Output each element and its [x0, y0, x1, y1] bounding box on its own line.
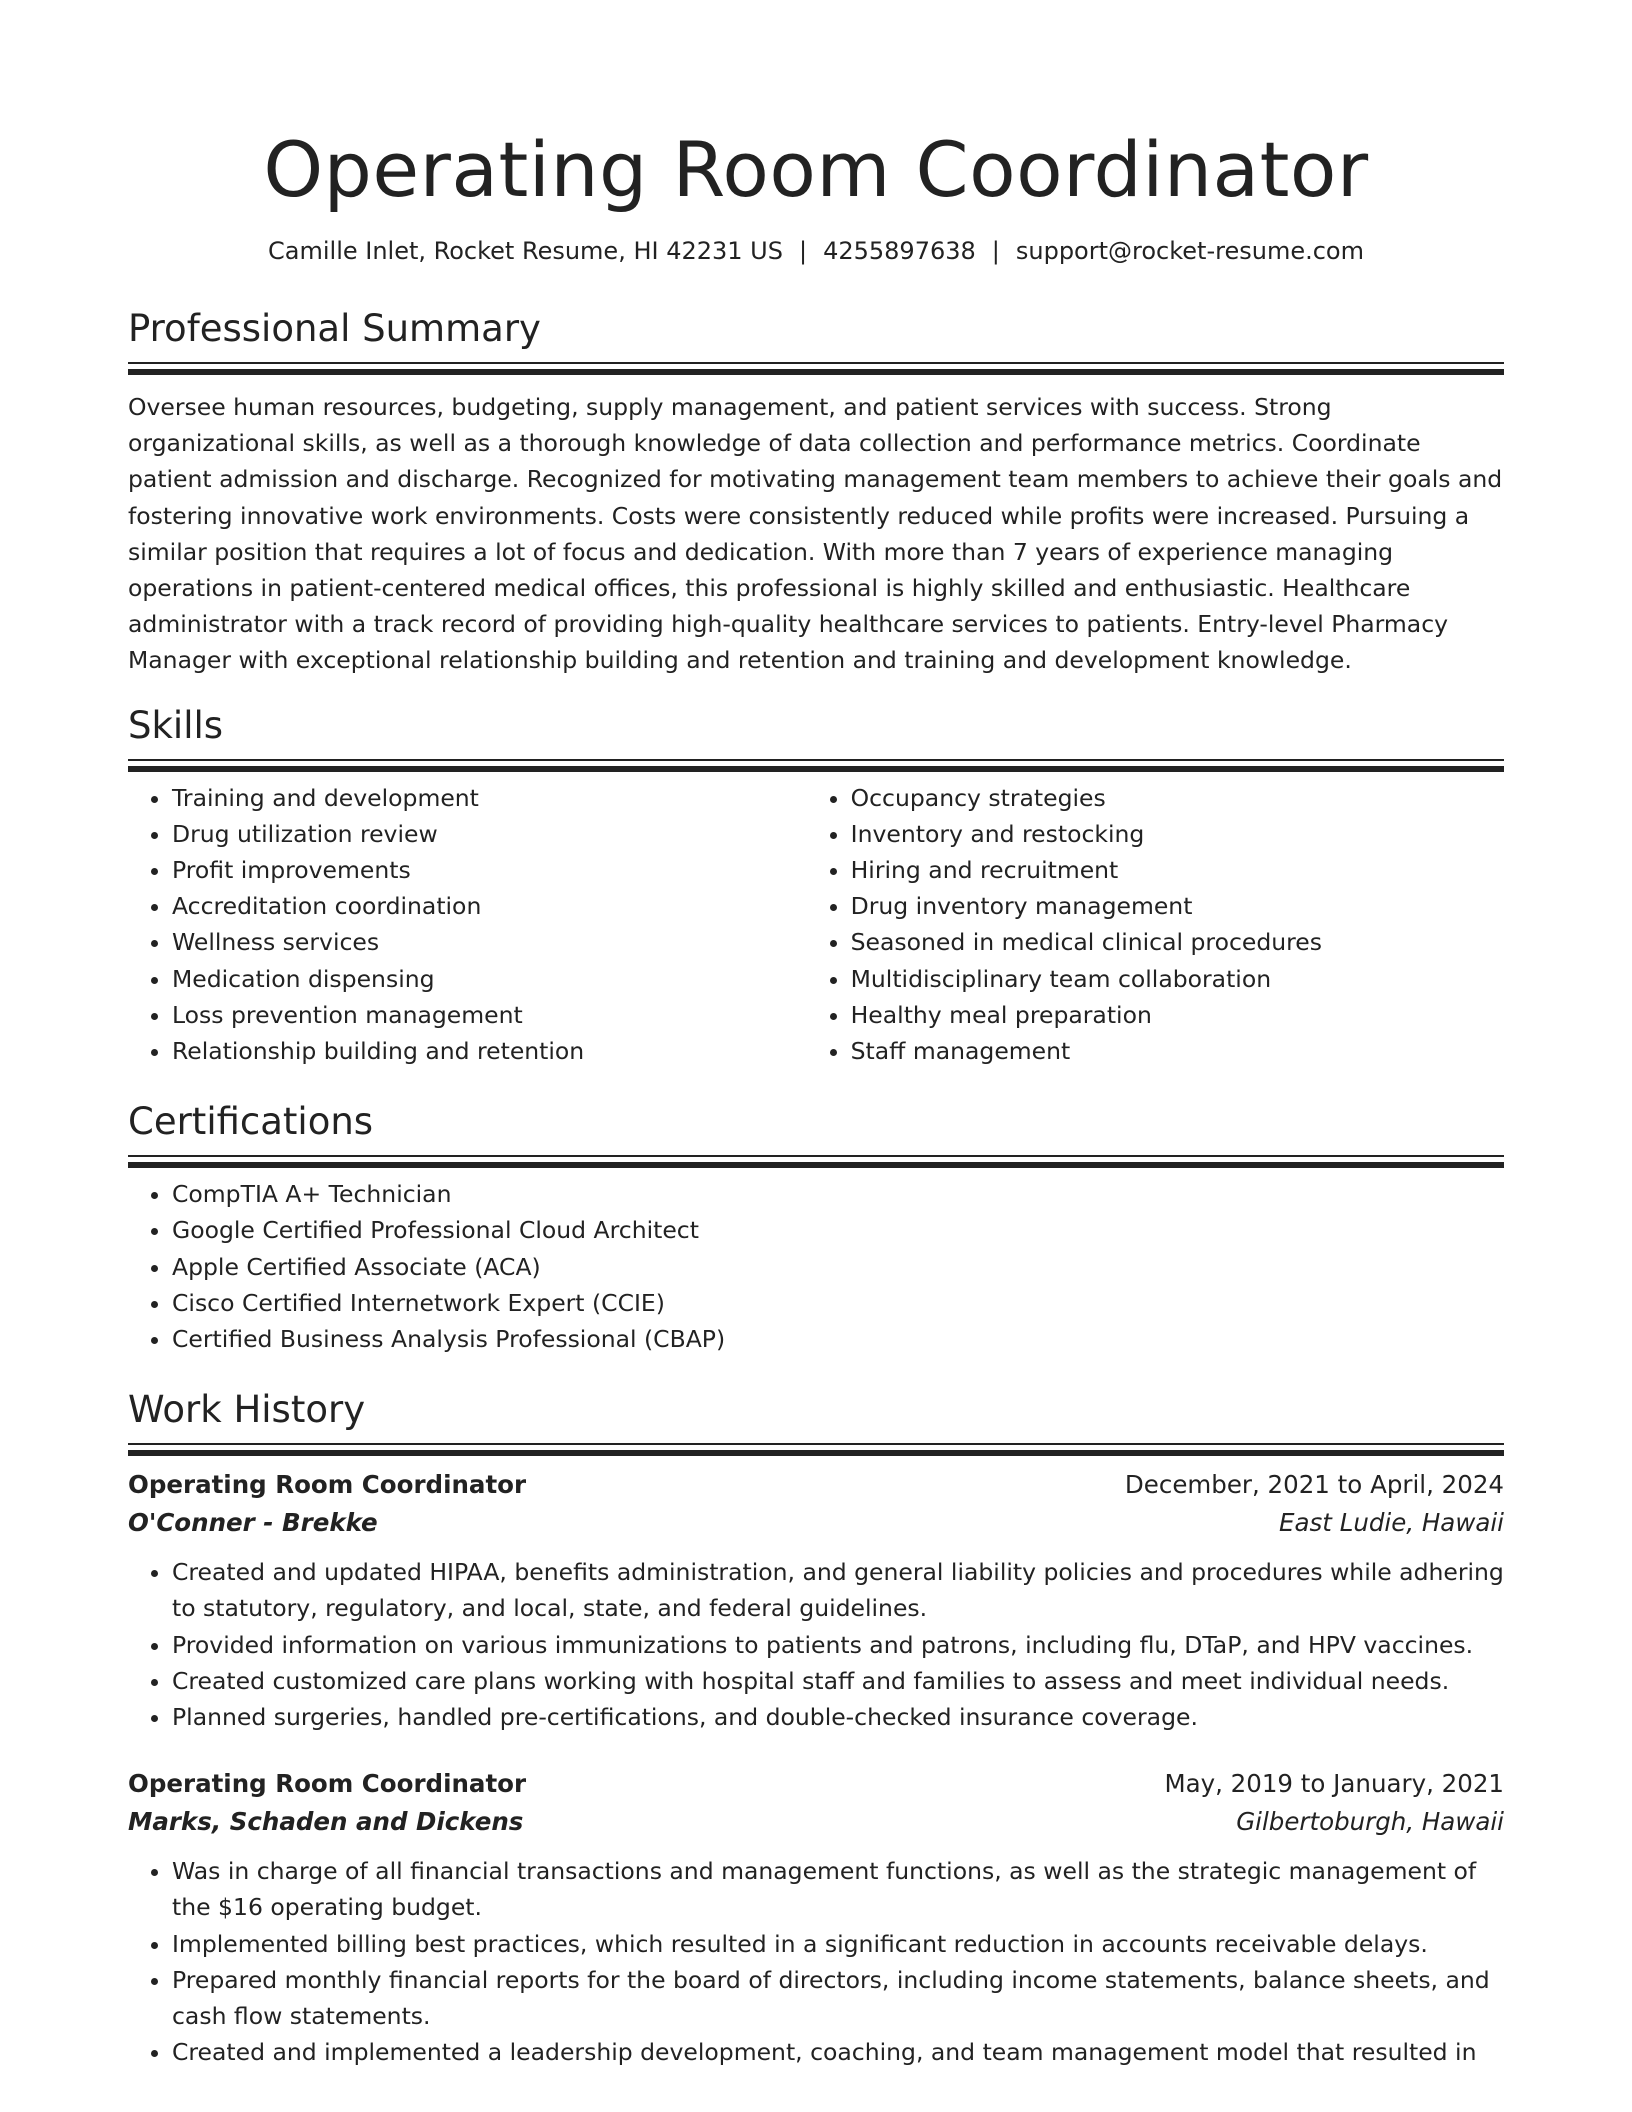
- job-bullet: • Was in charge of all financial transactions and management functions, as well as the strategic management of the $16 operating budget.: [172, 1853, 1504, 1925]
- certification-item: • Cisco Certified Internetwork Expert (CCIE): [172, 1285, 1504, 1321]
- section-divider: [128, 362, 1504, 369]
- certification-item: • Apple Certified Associate (ACA): [172, 1249, 1504, 1285]
- skills-grid: [128, 780, 1504, 1070]
- job-dates: May, 2019 to January, 2021: [1164, 1769, 1504, 1799]
- job-bullet-list: [128, 1554, 1504, 1735]
- job-bullet: • Created and implemented a leadership development, coaching, and team management model that resulted in: [172, 2034, 1504, 2070]
- contact-separator: |: [991, 237, 1000, 265]
- certification-item: • CompTIA A+ Technician: [172, 1176, 1504, 1212]
- skill-item: • Seasoned in medical clinical procedures: [851, 924, 1504, 960]
- skill-item: • Profit improvements: [172, 852, 807, 888]
- job-subheader-row: [128, 1803, 1504, 1841]
- certifications-section: [128, 1097, 1504, 1357]
- skill-item: • Medication dispensing: [172, 961, 807, 997]
- skill-item: • Occupancy strategies: [851, 780, 1504, 816]
- contact-address: Camille Inlet, Rocket Resume, HI 42231 US: [268, 237, 783, 265]
- skill-item: • Accreditation coordination: [172, 888, 807, 924]
- job-bullet: • Prepared monthly financial reports for the board of directors, including income statements, balance sheets, and cash flow statements.: [172, 1962, 1504, 2034]
- contact-phone: 4255897638: [823, 237, 976, 265]
- certification-item: • Certified Business Analysis Professional (CBAP): [172, 1321, 1504, 1357]
- job-company: Marks, Schaden and Dickens: [128, 1807, 524, 1837]
- skills-list-left: [128, 780, 807, 1070]
- skill-item: • Hiring and recruitment: [851, 852, 1504, 888]
- section-divider: [128, 1443, 1504, 1450]
- job-bullet-list: [128, 1853, 1504, 2070]
- certification-item: • Google Certified Professional Cloud Architect: [172, 1212, 1504, 1248]
- job-dates: December, 2021 to April, 2024: [1124, 1470, 1504, 1500]
- resume-name: Operating Room Coordinator: [263, 125, 1369, 214]
- section-divider: [128, 1155, 1504, 1162]
- skill-item: • Wellness services: [172, 924, 807, 960]
- job-header-row: [128, 1765, 1504, 1803]
- skills-list-right: [807, 780, 1504, 1070]
- skill-item: • Drug utilization review: [172, 816, 807, 852]
- job-entry: [128, 1765, 1504, 2070]
- job-location: Gilbertoburgh, Hawaii: [1236, 1807, 1504, 1837]
- skill-item: • Training and development: [172, 780, 807, 816]
- skill-item: • Loss prevention management: [172, 997, 807, 1033]
- job-bullet: • Created customized care plans working with hospital staff and families to assess and meet individual needs.: [172, 1663, 1504, 1699]
- summary-section: [128, 304, 1504, 679]
- skill-item: • Drug inventory management: [851, 888, 1504, 924]
- section-title-certifications: Certifications: [128, 1100, 374, 1144]
- job-bullet: • Provided information on various immunizations to patients and patrons, including flu, DTaP, and HPV vaccines.: [172, 1627, 1504, 1663]
- job-bullet: • Planned surgeries, handled pre-certifications, and double-checked insurance coverage.: [172, 1699, 1504, 1735]
- section-title-skills: Skills: [128, 703, 224, 747]
- work-history-section: [128, 1385, 1504, 2070]
- summary-text: Oversee human resources, budgeting, supply management, and patient services with success. Strong organizational skills, as well as a thorough knowledge of data collection and performance metrics. Coordinate patient admission and discharge. Recognized for motivating management team members to achieve their goals and fostering innovative work environments. Costs were consistently reduced while profits were increased. Pursuing a similar position that requires a lot of focus and dedication. With more than 7 years of experience managing operations in patient-centered medical offices, this professional is highly skilled and enthusiastic. Healthcare administrator with a track record of providing high-quality healthcare services to patients. Entry-level Pharmacy Manager with exceptional relationship building and retention and training and development knowledge.: [128, 393, 1503, 675]
- job-bullet: • Implemented billing best practices, which resulted in a significant reduction in accounts receivable delays.: [172, 1926, 1504, 1962]
- resume-page: [128, 0, 1504, 2071]
- section-title-work-history: Work History: [128, 1388, 366, 1432]
- section-divider: [128, 759, 1504, 766]
- contact-line: [128, 234, 1504, 268]
- section-title-summary: Professional Summary: [128, 307, 541, 350]
- job-subheader-row: [128, 1504, 1504, 1542]
- job-header-row: [128, 1466, 1504, 1504]
- skill-item: • Relationship building and retention: [172, 1033, 807, 1069]
- skill-item: • Inventory and restocking: [851, 816, 1504, 852]
- skill-item: • Healthy meal preparation: [851, 997, 1504, 1033]
- job-title: Operating Room Coordinator: [128, 1470, 527, 1500]
- skill-item: • Multidisciplinary team collaboration: [851, 961, 1504, 997]
- contact-email: support@rocket-resume.com: [1015, 237, 1364, 265]
- job-location: East Ludie, Hawaii: [1279, 1508, 1504, 1538]
- job-company: O'Conner - Brekke: [128, 1508, 378, 1538]
- skills-section: [128, 701, 1504, 1070]
- certifications-list: [128, 1176, 1504, 1357]
- job-bullet: • Created and updated HIPAA, benefits administration, and general liability policies and procedures while adhering to statutory, regulatory, and local, state, and federal guidelines.: [172, 1554, 1504, 1626]
- job-entry: [128, 1466, 1504, 1735]
- contact-separator: |: [798, 237, 808, 265]
- skill-item: • Staff management: [851, 1033, 1504, 1069]
- job-title: Operating Room Coordinator: [128, 1769, 527, 1799]
